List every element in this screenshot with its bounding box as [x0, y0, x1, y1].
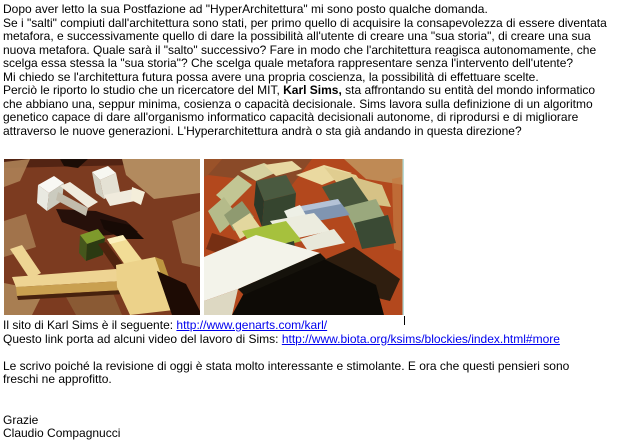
karl-sims-bold: Karl Sims, [283, 83, 342, 97]
blockies-images-row [4, 159, 626, 315]
text-segment: Il sito di Karl Sims è il seguente: [3, 318, 177, 332]
video-link-line [3, 333, 626, 347]
text-segment: Questo link porta ad alcuni video del lavoro di Sims: [3, 331, 282, 346]
genarts-link[interactable]: http://www.genarts.com/karl/ [176, 318, 328, 332]
text-line: Se i "salti" compiuti dall'architettura sono stati, per primo quello di acquisire la consapevolezza di essere diventata [3, 15, 607, 30]
text-line: metafora, e successivamente quello di dare la possibilità all'utente di creare una "sua storia", di creare una sua [3, 29, 591, 43]
blank-line [3, 400, 626, 414]
blank-line [3, 387, 626, 401]
text-segment: Perciò le riporto lo studio che un ricercatore del MIT, [3, 83, 284, 97]
text-caret [404, 316, 405, 325]
blank-line [3, 346, 626, 360]
text-line: attraverso le nuove generazioni. L'Hyperarchitettura andrà o sta già andando in questa direzione? [3, 123, 522, 138]
text-line: genetico capace di dare all'organismo informatico capacità decisionali autonome, di riprodursi e di migliorare [3, 110, 579, 124]
text-line: Le scrivo poiché la revisione di oggi è stata molto interessante e stimolante. E ora che questi pensieri sono [3, 358, 570, 373]
text-line: che abbiano una, seppur minima, cosienza o capacità decisionale. Sims lavora sulla definizione di un algoritmo [3, 96, 593, 111]
thanks-line: Grazie [3, 412, 39, 427]
text-line: scelga essa stessa la "sua storia"? Che scelga quale metafora rappresentare senza l'intervento dell'utente? [3, 56, 574, 70]
text-line: nuova metafora. Quale sarà il "salto" successivo? Fare in modo che l'architettura reagisca autonomamente, che [3, 42, 597, 57]
blockies-image-left [4, 159, 200, 315]
text-line: Mi chiedo se l'architettura futura possa avere una propria coscienza, la possibilità di effettuare scelte. [3, 69, 539, 84]
text-segment: sta affrontando su entità del mondo informatico [341, 83, 596, 97]
signature-line: Claudio Compagnucci [3, 426, 121, 440]
blockies-image-right [204, 159, 404, 315]
text-line: Dopo aver letto la sua Postfazione ad "HyperArchitettura" mi sono posto qualche domanda. [3, 2, 488, 16]
text-line [3, 84, 626, 98]
biota-link[interactable]: http://www.biota.org/ksims/blockies/index.html#more [281, 331, 560, 346]
image-edge-highlight [403, 159, 405, 315]
site-link-line [3, 319, 626, 333]
text-line: freschi ne approfitto. [3, 372, 112, 386]
paragraph-intro [3, 3, 626, 138]
